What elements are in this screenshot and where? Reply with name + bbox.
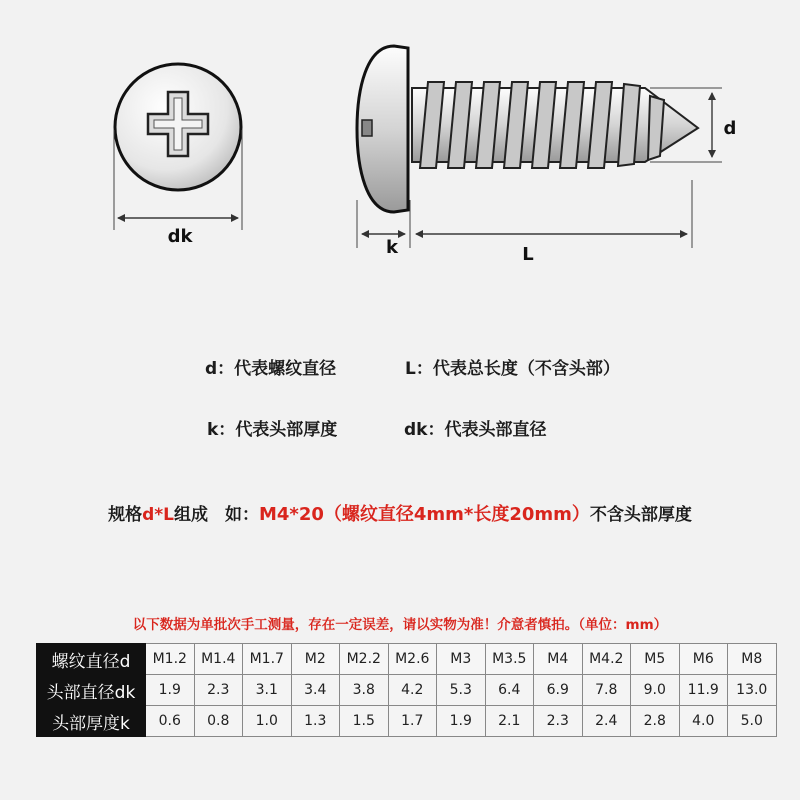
definition-desc: 代表头部直径 [444,420,547,440]
table-cell: 2.8 [631,706,680,737]
spec-suffix: 组成 如： [173,505,259,525]
table-cell: M4 [534,644,583,675]
table-cell: 2.3 [534,706,583,737]
table-cell: 1.9 [437,706,486,737]
definition-dk [404,415,546,440]
table-cell: 1.5 [340,706,389,737]
row-header: 头部厚度k [37,706,146,737]
table-cell: 11.9 [679,675,728,706]
definition-key: k： [207,420,236,440]
table-cell: 7.8 [582,675,631,706]
table-cell: M1.7 [243,644,292,675]
table-cell: 3.8 [340,675,389,706]
table-cell: 2.1 [485,706,534,737]
table-cell: 4.2 [388,675,437,706]
table-cell: M6 [679,644,728,675]
spec-tail: 不含头部厚度 [589,505,692,525]
L-dimension [416,180,692,265]
spec-prefix: 规格 [108,505,143,525]
spec-example-value: M4*20（螺纹直径4mm*长度20mm） [258,504,590,525]
screw-diagram [0,0,800,300]
head-top-view [115,64,241,190]
table-cell: 1.7 [388,706,437,737]
screw-side-view [357,46,698,212]
definition-desc: 代表头部厚度 [235,420,338,440]
table-cell: 0.8 [194,706,243,737]
dk-label: dk [167,226,193,247]
definition-desc: 代表总长度（不含头部） [432,359,620,379]
table-cell: M1.2 [146,644,195,675]
table-cell: M2.2 [340,644,389,675]
definition-key: d： [205,359,235,379]
d-label: d [723,118,737,139]
table-cell: 9.0 [631,675,680,706]
spec-formula: d*L [142,505,174,525]
table-cell: 5.3 [437,675,486,706]
definition-key: L： [405,359,433,379]
spec-example [0,500,800,526]
table-cell: 4.0 [679,706,728,737]
table-cell: 0.6 [146,706,195,737]
table-cell: 2.4 [582,706,631,737]
table-cell: M3.5 [485,644,534,675]
row-header: 头部直径dk [37,675,146,706]
row-header: 螺纹直径d [37,644,146,675]
table-cell: M4.2 [582,644,631,675]
definition-k [207,415,337,440]
definition-d [205,354,336,379]
table-row [37,706,777,737]
table-cell: 1.0 [243,706,292,737]
table-cell: 6.9 [534,675,583,706]
measurement-note: 以下数据为单批次手工测量，存在一定误差，请以实物为准！介意者慎拍。（单位：mm） [132,617,668,633]
table-cell: 13.0 [728,675,777,706]
table-row [37,644,777,675]
table-cell: 1.3 [291,706,340,737]
L-label: L [522,244,534,265]
table-cell: 6.4 [485,675,534,706]
definition-desc: 代表螺纹直径 [234,359,337,379]
table-row [37,675,777,706]
table-cell: M1.4 [194,644,243,675]
table-cell: M2 [291,644,340,675]
table-cell: M8 [728,644,777,675]
table-cell: M3 [437,644,486,675]
table-cell: 2.3 [194,675,243,706]
table-cell: M5 [631,644,680,675]
table-cell: 1.9 [146,675,195,706]
spec-table [36,643,777,737]
table-cell: 5.0 [728,706,777,737]
table-cell: 3.4 [291,675,340,706]
definition-key: dk： [404,420,445,440]
table-cell: 3.1 [243,675,292,706]
table-cell: M2.6 [388,644,437,675]
k-label: k [386,237,398,258]
definition-L [405,354,620,379]
